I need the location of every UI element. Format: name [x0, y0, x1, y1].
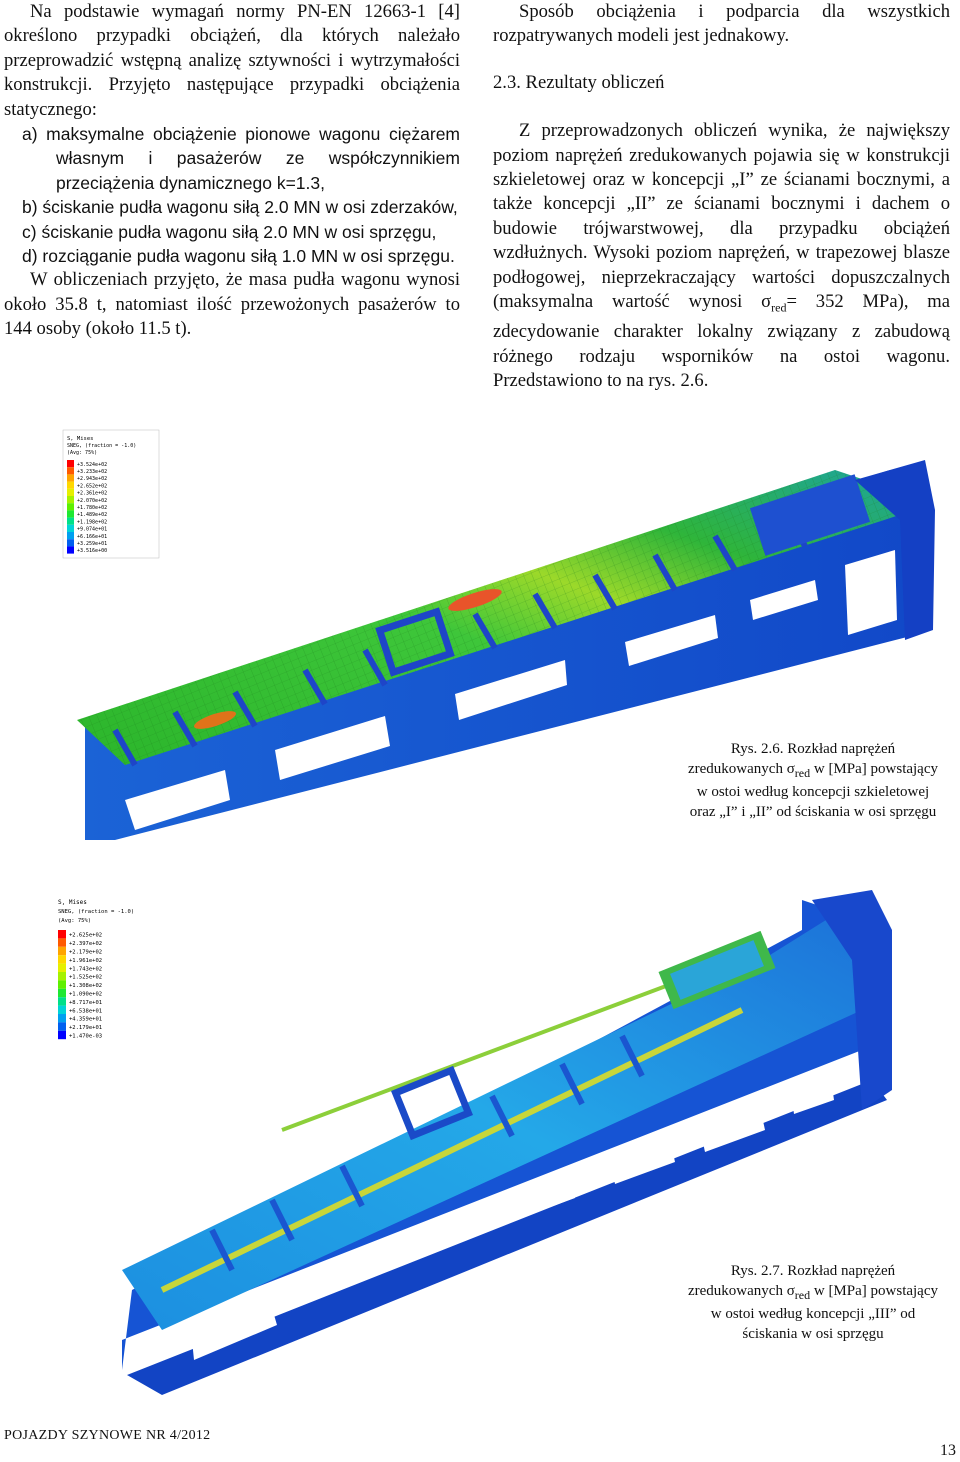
legend-swatch: [58, 930, 66, 938]
legend-value: +3.259e+01: [77, 540, 108, 547]
closing-paragraph: W obliczeniach przyjęto, że masa pudła wagonu wynosi około 35.8 t, natomiast ilość przewożonych pasażerów to 144 osoby (około 11.5 t).: [4, 269, 460, 340]
legend-swatch: [67, 525, 74, 532]
legend-swatch: [67, 467, 74, 474]
legend-value: +1.198e+02: [77, 519, 108, 526]
journal-footer: POJAZDY SZYNOWE NR 4/2012: [4, 1428, 211, 1443]
list-item: c) ściskanie pudła wagonu siłą 2.0 MN w osi sprzęgu,: [22, 221, 437, 242]
legend-swatch: [67, 503, 74, 510]
legend-value: +3.524e+02: [77, 461, 108, 468]
legend-value: +2.179e+01: [69, 1025, 103, 1032]
legend-swatch: [67, 532, 74, 539]
legend-swatch: [58, 972, 66, 980]
svg-text:(Avg: 75%): (Avg: 75%): [58, 918, 92, 924]
legend-value: +1.961e+02: [69, 957, 103, 964]
figure-2-7-caption: Rys. 2.7. Rozkład naprężeń zredukowanych $\sigma_{red}$ w [MPa] powstający w ostoi według koncepcji „III” od ściskania w osi sprzęgu: [687, 1263, 938, 1342]
stress-legend: [63, 430, 159, 558]
legend-swatch: [67, 474, 74, 481]
legend-swatch: [58, 989, 66, 997]
figure-2-6-caption: Rys. 2.6. Rozkład naprężeń zredukowanych $\sigma_{red}$ w [MPa] powstający w ostoi według koncepcji szkieletowej oraz „I” i „II” od ściskania w osi sprzęgu: [687, 741, 938, 820]
legend-swatch: [58, 955, 66, 963]
left-column: [4, 0, 460, 342]
legend-swatch: [67, 460, 74, 467]
legend-value: +1.489e+02: [77, 512, 108, 519]
legend-value: +3.233e+02: [77, 468, 108, 475]
right-column: [493, 0, 950, 393]
legend-value: +6.166e+01: [77, 533, 108, 540]
legend-swatch: [67, 482, 74, 489]
legend-value: +3.516e+00: [77, 548, 108, 555]
legend-swatch: [58, 980, 66, 988]
svg-text:SNEG, (fraction = -1.0): SNEG, (fraction = -1.0): [58, 909, 135, 915]
legend-value: +2.652e+02: [77, 483, 108, 490]
legend-value: +2.943e+02: [77, 476, 108, 483]
list-item: b) ściskanie pudła wagonu siłą 2.0 MN w osi zderzaków,: [22, 197, 458, 218]
legend-swatch: [58, 938, 66, 946]
legend-value: +2.361e+02: [77, 490, 108, 497]
legend-swatch: [58, 1006, 66, 1014]
legend-value: +2.625e+02: [69, 932, 103, 939]
svg-text:S, Mises: S, Mises: [58, 899, 87, 906]
legend-swatch: [67, 496, 74, 503]
section-heading: 2.3. Rezultaty obliczeń: [493, 71, 665, 93]
legend-value: +2.070e+02: [77, 497, 108, 504]
legend-swatch: [58, 947, 66, 955]
legend-swatch: [58, 964, 66, 972]
legend-value: +4.359e+01: [69, 1016, 103, 1023]
results-paragraph: Z przeprowadzonych obliczeń wynika, że największy poziom naprężeń zredukowanych pojawia się w konstrukcji szkieletowej oraz w koncepcji „I” ze ścianami bocznymi, a także koncepcji „II” ze ścianami bocznymi i dachem o budowie trójwarstwowej, dla przypadku obciążeń wzdłużnych. Wysoki poziom naprężeń, w trapezowej blasze podłogowej, nieprzekraczający wartości dopuszczalnych (maksymalna wartość wynosi $\sigma_{red}= 352$ MPa), ma zdecydowanie charakter lokalny związany z zabudową różnego rodzaju wsporników na ostoi wagonu. Przedstawiono to na rys. 2.6.: [493, 120, 950, 391]
legend-value: +2.397e+02: [69, 941, 103, 948]
stress-legend: [50, 884, 140, 1040]
legend-value: +1.090e+02: [69, 991, 103, 998]
legend-value: +6.538e+01: [69, 1008, 103, 1015]
legend-value: +1.780e+02: [77, 504, 108, 511]
svg-text:SNEG, (fraction = -1.0): SNEG, (fraction = -1.0): [67, 443, 137, 449]
legend-swatch: [58, 997, 66, 1005]
legend-value: +1.470e-03: [69, 1033, 103, 1040]
svg-text:S, Mises: S, Mises: [67, 436, 94, 442]
svg-text:(Avg: 75%): (Avg: 75%): [67, 450, 98, 456]
legend-swatch: [67, 510, 74, 517]
legend-value: +8.717e+01: [69, 999, 103, 1006]
page-number: 13: [940, 1442, 956, 1459]
legend-value: +9.074e+01: [77, 526, 108, 533]
intro-paragraph: Na podstawie wymagań normy PN-EN 12663-1 [4] określono przypadki obciążeń, dla których należało przeprowadzić wstępną analizę sztywności i wytrzymałości konstrukcji. Przyjęto następujące przypadki obciążenia statycznego:: [4, 1, 460, 120]
legend-swatch: [58, 1014, 66, 1022]
legend-swatch: [58, 1031, 66, 1039]
legend-swatch: [58, 1022, 66, 1030]
legend-swatch: [67, 539, 74, 546]
legend-value: +2.179e+02: [69, 949, 103, 956]
legend-swatch: [67, 518, 74, 525]
list-item: d) rozciąganie pudła wagonu siłą 1.0 MN w osi sprzęgu.: [22, 246, 455, 267]
legend-value: +1.525e+02: [69, 974, 103, 981]
list-item: a) maksymalne obciążenie pionowe wagonu ciężarem własnym i pasażerów ze współczynnikiem przeciążenia dynamicznego k=1.3,: [22, 124, 460, 193]
legend-swatch: [67, 489, 74, 496]
legend-value: +1.743e+02: [69, 966, 103, 973]
legend-swatch: [67, 546, 74, 553]
right-intro-paragraph: Sposób obciążenia i podparcia dla wszystkich rozpatrywanych modeli jest jednakowy.: [493, 1, 950, 47]
legend-value: +1.308e+02: [69, 983, 103, 990]
